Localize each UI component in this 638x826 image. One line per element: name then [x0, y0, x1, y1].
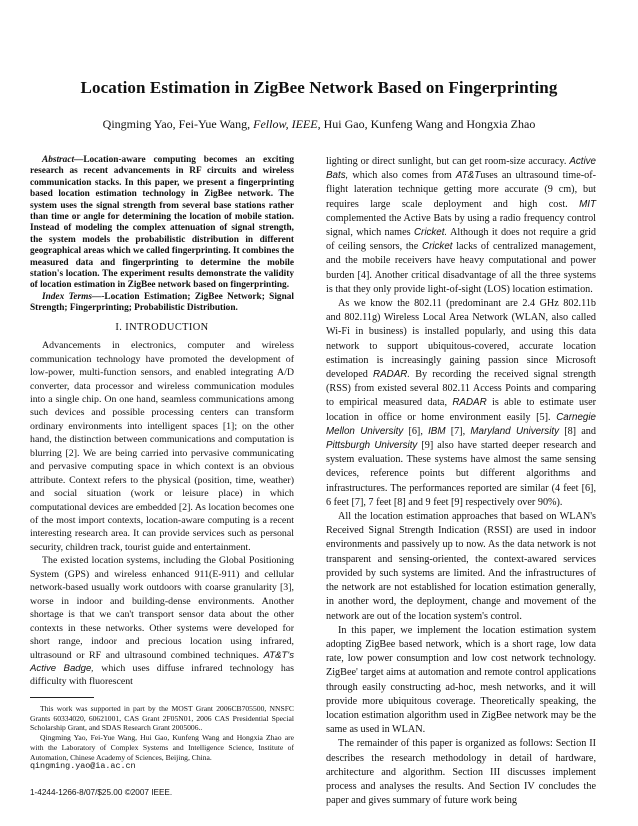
r2-italic-5: Maryland University — [470, 425, 559, 437]
r1-italic-2: AT&T — [455, 170, 481, 182]
authors-rest: Hui Gao, Kunfeng Wang and Hongxia Zhao — [320, 117, 536, 131]
author-line — [20, 117, 618, 132]
index-terms-text: —-Location Estimation; ZigBee Network; Signal Strength; Fingerprinting; Probabilistic Distribution. — [30, 291, 294, 314]
right-paragraph-3: All the location estimation approaches that based on WLAN's Received Signal Strength Indication (RSSI) are used in indoor environments and passively up to now. As the data network is not transparent and sensing-oriented, the context-awared services provided by such systems are limited. And the infrastructures of the network are not established for location estimation generally, in another word, the deployment, change and movement of the network are out of the location system's control. — [326, 511, 596, 622]
footnote-email[interactable]: qingming.yao@ia.ac.cn — [30, 761, 136, 772]
intro-p2-text: The existed location systems, including the Global Positioning System (GPS) and wireless enhanced 911(E-911) and cellular network-based usually work outdoors with coarse granularity [3], worse in indoor and building-dense environments. Another shortage is that we can't transport sensor data about the other contexts in these networks. Other systems were developed for short range, indoor and precious location using infrared, ultrasound or RF and ultrasound combined techniques. — [30, 555, 294, 661]
r2-text-d: [6], — [403, 425, 429, 437]
left-column — [30, 155, 294, 689]
right-paragraph-1 — [326, 155, 596, 297]
intro-paragraph-2 — [30, 554, 294, 689]
r2-text-a: As we know the 802.11 (predominant are 2.4 GHz 802.11b and 802.11g) Wireless Local Area Network (WLAN, also called Wi-Fi in business) is installed popularly, and using this data network to support ubiquitous-covered, accurate location estimation is increasingly gaining passion since Microsoft developed — [326, 298, 596, 381]
r2-text-b: By recording the received signal strength (RSS) from existed several 802.11 Access Points and comparing to empirical measured data, — [326, 369, 596, 409]
r2-italic-3: Carnegie Mellon University — [326, 411, 596, 437]
r2-italic-6: Pittsburgh University — [326, 440, 418, 452]
r2-italic-2: RADAR — [452, 397, 487, 409]
section-heading-introduction: I. INTRODUCTION — [115, 321, 209, 333]
footnote-rule — [30, 697, 94, 698]
abstract — [30, 155, 294, 292]
authors-fellow: Fellow, IEEE, — [253, 117, 321, 131]
right-column — [326, 155, 596, 808]
r1-text-e: Although it does not require a grid of ceiling sensors, the — [326, 227, 596, 253]
right-paragraph-5: The remainder of this paper is organized as follows: Section II describes the research methodology in detail of hardware, architecture and algorithm. Section III discusses implement process and analyses the results. And Section IV concludes the paper and gives summary of future work being — [326, 738, 596, 807]
right-paragraph-4: In this paper, we implement the location estimation system adopting ZigBee based network, which is a short rage, low data rate, low power consumption and low cost network technology. ZigBee' target aims at automation and remote control applications through easily constructing ad-hoc, mesh networks, and it will provide more ubiquitous coverage. Theoretically speaking, the location estimation algorithm used in ZigBee network may be the same as used in WLAN. — [326, 624, 596, 736]
r1-text-b: which also comes from — [348, 170, 456, 182]
footnote-affiliation: Qingming Yao, Fei-Yue Wang, Hui Gao, Kunfeng Wang and Hongxia Zhao are with the Laboratory of Complex Systems and Intelligence Science, Institute of Automation, Chinese Academy of Sciences, Beijing, China. — [30, 733, 294, 762]
abstract-text: —Location-aware computing becomes an exciting research as recent advancements in RF circuits and wireless communication stacks. In this paper, we present a fingerprinting based location estimation technology in ZigBee network. The system uses the signal strength from several base stations rather than time or angle for determining the location of mobile station. Instead of modeling the complex attenuation of signal strength, the system models the probabilistic distribution in different geographical areas which we called fingerprinting. It combines the measured data and fingerprinting to determine the mobile station's location. The experiment results demonstrate the validity of location estimation in ZigBee network based on fingerprinting. — [30, 155, 294, 291]
index-terms — [30, 292, 294, 315]
r2-text-f: [8] and — [559, 425, 596, 437]
paper-title: Location Estimation in ZigBee Network Based on Fingerprinting — [80, 78, 558, 97]
copyright-line: 1-4244-1266-8/07/$25.00 ©2007 IEEE. — [30, 788, 173, 797]
intro-p2-italic: AT&T's Active Badge, — [30, 649, 294, 675]
r1-text-d: complemented the Active Bats by using a radio frequency control signal, which names — [326, 212, 596, 239]
footnote-funding: This work was supported in part by the MOST Grant 2006CB705500, NNSFC Grants 60334020, 60621001, CAS Grant 2F05N01, 2006 CAS Presidential Special Scholarship Grant, and SDAS Research Grant 2005006.. — [30, 704, 294, 733]
r1-italic-1: Active Bats, — [326, 156, 596, 182]
r1-italic-3: MIT — [579, 198, 596, 210]
r2-italic-1: RADAR. — [373, 369, 411, 381]
footnote — [30, 704, 294, 772]
authors-first: Qingming Yao, Fei-Yue Wang, — [102, 117, 254, 131]
right-paragraph-2 — [326, 297, 596, 510]
r2-italic-4: IBM — [428, 425, 446, 437]
r1-text-f: lacks of centralized management, and the mobile receivers have heavy computational and power burden [4]. Another critical disadvantage of all the three systems is that they only provide light-of-sight (LOS) location estimation. — [326, 241, 596, 295]
r1-italic-5: Cricket — [422, 241, 453, 253]
r1-italic-4: Cricket. — [413, 227, 448, 239]
r2-text-g: [9] also have started deeper research and system evaluation. These systems have almost the same sensing devices, reference points but different algorithms and infrastructures. The performances reported are similar (4 feet [6], 6 feet [7], 7 feet [8] and 9 feet [9] respectively over 90%). — [326, 440, 596, 508]
r2-text-e: [7], — [445, 425, 471, 437]
intro-p2-tail: which uses diffuse infrared technology has difficulty with fluorescent — [30, 663, 294, 688]
abstract-label: Abstract — [42, 155, 75, 165]
intro-paragraph-1: Advancements in electronics, computer and wireless communication technology have promoted the development of low-power, multi-function sensors, and enabled integrating A/D converter, data processor and wireless communication modules into a single chip. On one hand, seamless communications among such devices and possible processing centers can transform ordinary environments into intelligent spaces [1]; on the other hand, the distinction between communications and computation is blurring [2]. We are being carried into pervasive communicating and pervasive computing space in which context is an obvious attribute. Context refers to the physical (position, time, weather) and social situation (work or leisure place) in which computational devices are embedded [2]. As location becomes one of the most import contexts, location-aware computing is a recent interesting research area. It can provide services such as personal security, children track, tourist guide and entertainment. — [30, 340, 294, 553]
r1-text-a: lighting or direct sunlight, but can get room-size accuracy. — [326, 156, 570, 167]
index-terms-label: Index Terms — [42, 291, 93, 302]
r1-text-c: uses an ultrasound time-of-flight lateration technique getting more accurate (9 cm), but requires large scale deployment and high cost. — [326, 170, 597, 210]
r2-text-c: is able to estimate user location in office or home environment easily [5]. — [326, 397, 596, 423]
